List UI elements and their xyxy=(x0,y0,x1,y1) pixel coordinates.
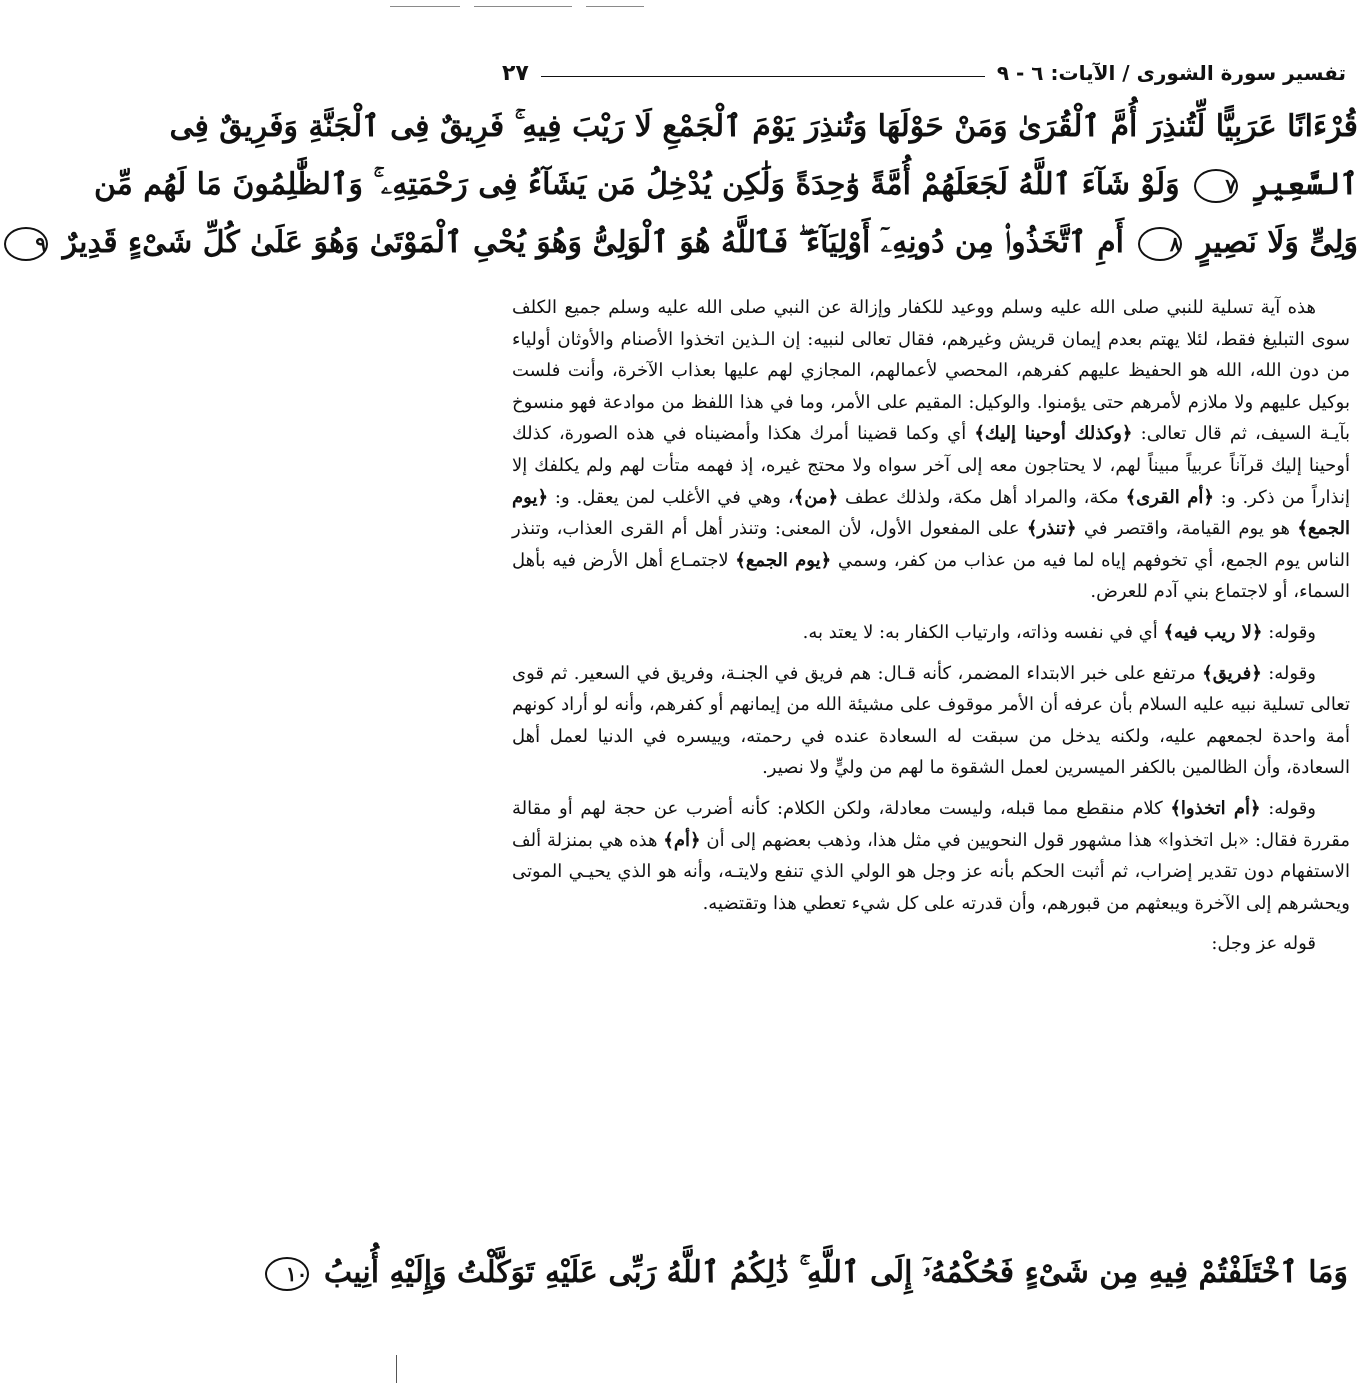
quoted-phrase: ﴿فريق﴾ xyxy=(1202,662,1262,684)
verse-text: وَلَوْ شَآءَ ٱللَّهُ لَجَعَلَهُمْ أُمَّةً وَٰحِدَةً وَلَٰكِن يُدْخِلُ مَن يَشَآءُ فِى رَحْمَتِهِۦ ۚ وَٱلظَّٰلِمُونَ مَا لَهُم مِّن xyxy=(93,167,1180,202)
quoted-phrase: ﴿وكذلك أوحينا إليك﴾ xyxy=(974,423,1133,445)
quran-verses-block xyxy=(35,98,1358,272)
commentary-text xyxy=(512,292,1350,960)
scan-artifact-mark xyxy=(396,1355,397,1383)
paragraph-1: هذه آية تسلية للنبي صلى الله عليه وسلم ووعيد للكفار وإزالة عن النبي صلى الله عليه وسلم جميع الكلف سوى التبليغ فقط، لئلا يهتم بعدم إيمان قريش وغيرهم، فقال تعالى لنبيه: إن الـذين اتخذوا الأصنام والأوثان أولياء من دون الله، الله هو الحفيظ عليهم كفرهم، المحصي لأعمالهم، المجازي لهم عليها بعذاب الآخرة، وأنت فلست بوكيل عليهم ولا ملازم لأمرهم حتى يؤمنوا. والوكيل: المقيم على الأمر، وما في هذا اللفظ من موادعة فهو منسوخ بآيـة السيف، ثم قال تعالى: ﴿وكذلك أوحينا إليك﴾ أي وكما قضينا أمرك هكذا وأمضيناه في هذه الصورة، كذلك أوحينا إليك قرآناً عربياً مبيناً لهم، لا يحتاجون معه إلى آخر سواه ولا محتج غيره، إذ فهمه متأت لهم ولم يكلفك إلا إنذاراً من ذكر. و: ﴿أم القرى﴾ مكة، والمراد أهل مكة، ولذلك عطف ﴿من﴾، وهي في الأغلب لمن يعقل. و: ﴿يوم الجمع﴾ هو يوم القيامة، واقتصر في ﴿تنذر﴾ على المفعول الأول، لأن المعنى: وتنذر أهل أم القرى العذاب، وتنذر الناس يوم الجمع، أي تخوفهم إياه لما فيه من عذاب من كفر، وسمي ﴿يوم الجمع﴾ لاجتمـاع أهل الأرض فيه بأهل السماء، أو لاجتماع بني آدم للعرض. xyxy=(512,297,1351,603)
quoted-phrase: ﴿يوم الجمع﴾ xyxy=(512,486,1350,540)
verse-line-1 xyxy=(169,98,1358,156)
paragraph-5: قوله عز وجل: xyxy=(1211,933,1316,955)
paragraph-3: وقوله: ﴿فريق﴾ مرتفع على خبر الابتداء المضمر، كأنه قـال: هم فريق في الجنـة، وفريق في السعير. ثم قوى تعالى تسلية نبيه عليه السلام بأن عرفه أن الأمر موقوف على مشيئة الله من إيمانهم أو كفرهم، وأنه لو أراد كونهم أمة واحدة لجمعهم عليه، ولكنه يدخل من سبقت له السعادة عنده في رحمته، وييسره في الدنيا لعمل أهل السعادة، وأن الظالمين بالكفر الميسرين لعمل الشقوة ما لهم من وليٍّ ولا نصير. xyxy=(512,662,1350,779)
paragraph-4: وقوله: ﴿أم اتخذوا﴾ كلام منقطع مما قبله، وليست معادلة، ولكن الكلام: كأنه أضرب عن حجة لهم أو مقالة مقررة فقال: «بل اتخذوا» هذا مشهور قول النحويين في مثل هذا، وذهب بعضهم إلى أن ﴿أم﴾ هذه هي بمنزلة ألف الاستفهام دون تقدير إضراب، ثم أثبت الحكم بأنه عز وجل هو الولي الذي تنفع ولايتـه، وأنه هو الذي يحيـي الموتى ويحشرهم إلى الآخرة ويبعثهم من قبورهم، وأن قدرته على كل شيء تعطي هذا وتقتضيه. xyxy=(512,797,1350,914)
verse-number-9: ٩ xyxy=(4,227,48,261)
quoted-phrase: ﴿من﴾ xyxy=(793,486,839,508)
running-title: تفسير سورة الشورى / الآيات: ٦ - ٩ xyxy=(996,61,1346,85)
verse-text: قُرْءَانًا عَرَبِيًّا لِّتُنذِرَ أُمَّ ٱلْقُرَىٰ وَمَنْ حَوْلَهَا وَتُنذِرَ يَوْمَ ٱلْجَمْعِ لَا رَيْبَ فِيهِ ۚ فَرِيقٌ فِى ٱلْجَنَّةِ وَفَرِيقٌ فِى xyxy=(169,109,1358,144)
verse-number-8: ٨ xyxy=(1138,227,1182,261)
quoted-phrase: ﴿أم اتخذوا﴾ xyxy=(1170,797,1261,819)
quoted-phrase: ﴿تنذر﴾ xyxy=(1026,518,1077,540)
quoted-phrase: ﴿يوم الجمع﴾ xyxy=(735,549,832,571)
verse-line-2 xyxy=(93,156,1358,214)
quoted-phrase: ﴿أم القرى﴾ xyxy=(1125,486,1214,508)
verse-text: وَلِىٍّ وَلَا نَصِيرٍ xyxy=(1196,225,1358,260)
quran-verse-10 xyxy=(285,1244,1348,1302)
page-number: ٢٧ xyxy=(502,60,529,86)
scan-artifact-lines xyxy=(390,6,1371,10)
verse-number-10: ١٠ xyxy=(265,1257,309,1291)
verse-line-3 xyxy=(35,214,1358,272)
verse-text: أَمِ ٱتَّخَذُوا۟ مِن دُونِهِۦٓ أَوْلِيَآءَ ۖ فَٱللَّهُ هُوَ ٱلْوَلِىُّ وَهُوَ يُحْىِ ٱلْمَوْتَىٰ وَهُوَ عَلَىٰ كُلِّ شَىْءٍ قَدِيرٌ xyxy=(62,225,1124,260)
verse-text: ٱلسَّعِيرِ xyxy=(1252,167,1358,202)
quoted-phrase: ﴿لا ريب فيه﴾ xyxy=(1163,621,1263,643)
paragraph-2: وقوله: ﴿لا ريب فيه﴾ أي في نفسه وذاته، وارتياب الكفار به: لا يعتد به. xyxy=(802,621,1316,643)
verse-text: وَمَا ٱخْتَلَفْتُمْ فِيهِ مِن شَىْءٍ فَحُكْمُهُۥٓ إِلَى ٱللَّهِ ۚ ذَٰلِكُمُ ٱللَّهُ رَبِّى عَلَيْهِ تَوَكَّلْتُ وَإِلَيْهِ أُنِيبُ xyxy=(323,1255,1348,1290)
header-rule xyxy=(541,76,985,77)
quoted-phrase: ﴿أم﴾ xyxy=(663,829,701,851)
running-header xyxy=(502,58,1346,88)
verse-number-7: ٧ xyxy=(1194,169,1238,203)
